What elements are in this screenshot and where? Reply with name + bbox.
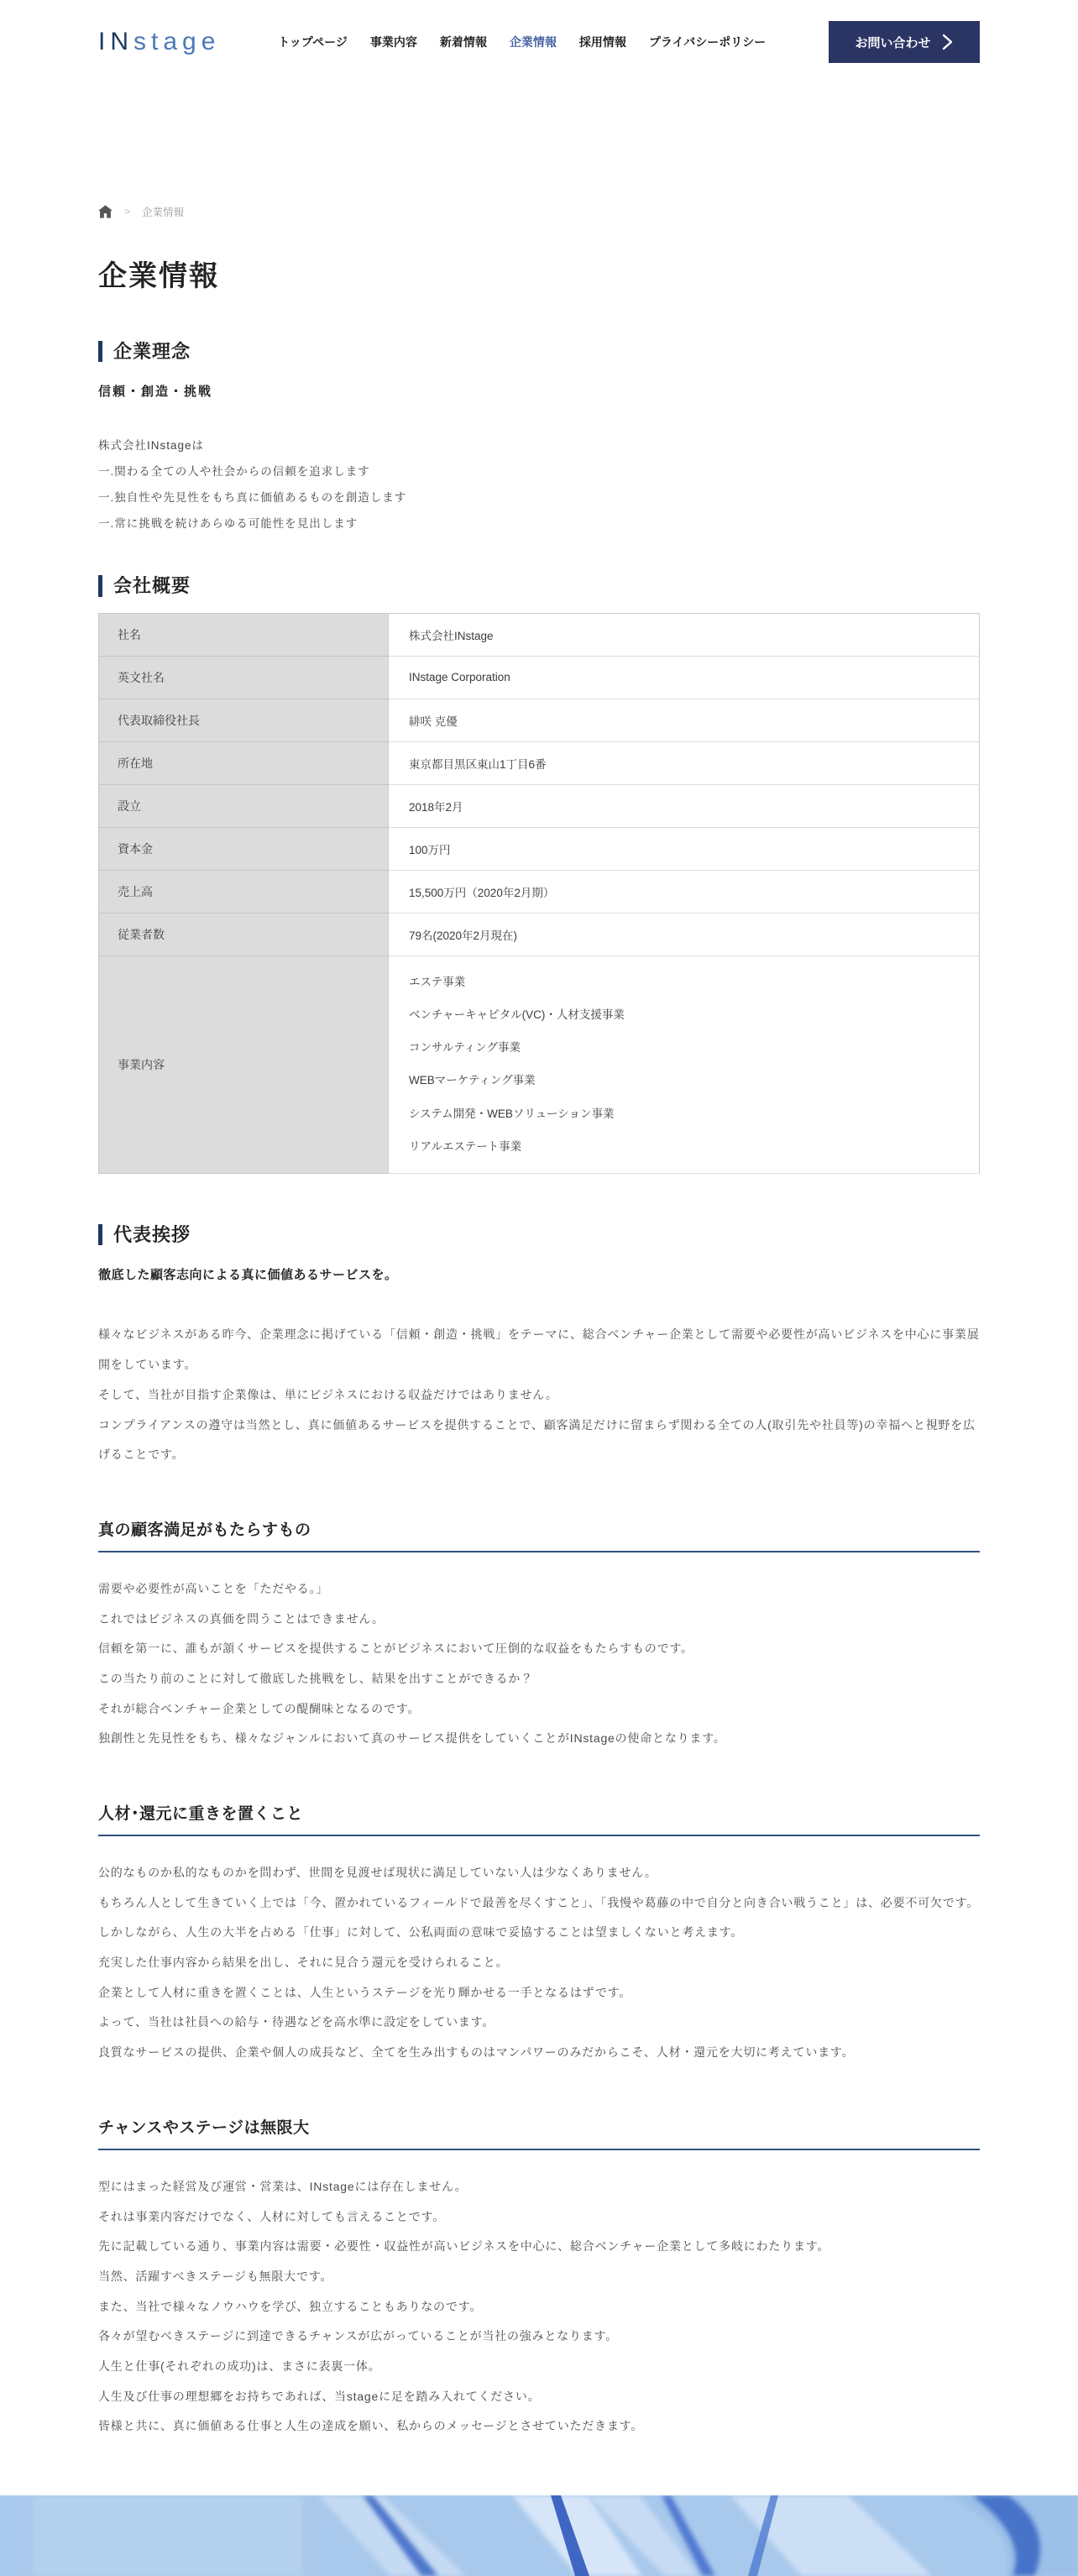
row-value: 79名(2020年2月現在) [389, 913, 980, 956]
table-row [99, 656, 980, 699]
greeting-line: また、当社で様々なノウハウを学び、独立することもありなのです。 [98, 2299, 483, 2313]
greeting-line: 良質なサービスの提供、企業や個人の成長など、全てを生み出すものはマンパワーのみだからこそ、人材・還元を大切に考えています。 [98, 2045, 855, 2060]
table-row [99, 613, 980, 656]
company-overview-table [98, 613, 980, 1175]
row-value-business [389, 956, 980, 1174]
philosophy-slogan: 信頼・創造・挑戦 [98, 385, 213, 400]
business-line: エステ事業 [409, 975, 466, 988]
subsection-customer-satisfaction [98, 1517, 980, 1754]
nav-item-business[interactable]: 事業内容 [369, 35, 417, 49]
contact-button-label: お問い合わせ [855, 35, 931, 50]
business-line: システム開発・WEBソリューション事業 [409, 1107, 615, 1120]
greeting-line: 企業として人材に重きを置くことは、人生というステージを光り輝かせる一手となるはずです。 [98, 1985, 632, 1999]
subsection-title: 人材･還元に重きを置くこと [98, 1801, 980, 1836]
table-row [99, 827, 980, 870]
business-line: WEBマーケティング事業 [409, 1074, 536, 1087]
subsection-title: 真の顧客満足がもたらすもの [98, 1517, 980, 1552]
table-row [99, 699, 980, 741]
philosophy-line: 一.関わる全ての人や社会からの信頼を追求します [98, 465, 370, 479]
nav-item-recruit[interactable]: 採用情報 [578, 35, 626, 49]
greeting-line: 先に記載している通り、事業内容は需要・必要性・収益性が高いビジネスを中心に、総合ベンチャー企業として多岐にわたります。 [98, 2239, 830, 2254]
overview-heading: 会社概要 [98, 575, 980, 596]
breadcrumb [98, 204, 980, 219]
main-content [0, 204, 1078, 2442]
greeting-line: よって、当社は社員への給与・待遇などを高水準に設定をしています。 [98, 2015, 495, 2029]
table-row [99, 870, 980, 913]
row-label: 設立 [99, 784, 389, 827]
philosophy-heading: 企業理念 [98, 341, 980, 362]
nav-item-top[interactable]: トップページ [278, 35, 348, 49]
section-company-overview [98, 575, 980, 1174]
row-label: 売上高 [99, 870, 389, 913]
philosophy-line: 一.独自性や先見性をもち真に価値あるものを創造します [98, 490, 407, 504]
site-logo[interactable] [98, 28, 220, 56]
main-nav [278, 34, 766, 50]
greeting-line: 信頼を第一に、誰もが頷くサービスを提供することがビジネスにおいて圧倒的な収益をもたらすものです。 [98, 1641, 693, 1656]
greeting-line: それは事業内容だけでなく、人材に対しても言えることです。 [98, 2209, 445, 2223]
row-label: 代表取締役社長 [99, 699, 389, 741]
breadcrumb-separator: > [124, 206, 131, 217]
greeting-line: それが総合ベンチャー企業としての醍醐味となるのです。 [98, 1701, 421, 1715]
greeting-line: この当たり前のことに対して徹底した挑戦をし、結果を出すことができるか？ [98, 1671, 533, 1685]
row-label: 資本金 [99, 827, 389, 870]
greeting-line: 様々なビジネスがある昨今、企業理念に掲げている「信頼・創造・挑戦」をテーマに、総合ベンチャー企業として需要や必要性が高いビジネスを中心に事業展開をしています。 [98, 1327, 980, 1372]
row-value: 東京都目黒区東山1丁目6番 [389, 741, 980, 784]
row-label: 社名 [99, 613, 389, 656]
row-label: 従業者数 [99, 913, 389, 956]
greeting-line: 人生と仕事(それぞれの成功)は、まさに表裏一体。 [98, 2359, 381, 2373]
greeting-line: 皆様と共に、真に価値ある仕事と人生の達成を願い、私からのメッセージとさせていただきます。 [98, 2419, 644, 2433]
table-row [99, 913, 980, 956]
greeting-line: 各々が望むべきステージに到達できるチャンスが広がっていることが当社の強みとなります。 [98, 2329, 619, 2343]
row-value: INstage Corporation [389, 656, 980, 699]
nav-item-news[interactable]: 新着情報 [439, 35, 487, 49]
contact-button[interactable] [829, 21, 980, 63]
table-row-business [99, 956, 980, 1174]
subsection-title: チャンスやステージは無限大 [98, 2115, 980, 2150]
chevron-right-icon [942, 34, 953, 50]
greeting-line: 当然、活躍すべきステージも無限大です。 [98, 2269, 333, 2283]
site-header [0, 0, 1078, 84]
row-label: 事業内容 [99, 956, 389, 1174]
nav-item-privacy[interactable]: プライバシーポリシー [648, 35, 767, 49]
row-value: 株式会社INstage [389, 613, 980, 656]
business-line: リアルエステート事業 [409, 1139, 522, 1153]
greeting-line: 需要や必要性が高いことを「ただやる。」 [98, 1581, 329, 1595]
business-line: ベンチャーキャピタル(VC)・人材支援事業 [409, 1008, 625, 1021]
greeting-line: もちろん人として生きていく上では「今、置かれているフィールドで最善を尽くすこと」、「我慢や葛藤の中で自分と向き合い戦うこと」は、必要不可欠です。 [98, 1895, 980, 1909]
breadcrumb-current: 企業情報 [142, 207, 185, 218]
greeting-line: 公的なものか私的なものかを問わず、世間を見渡せば現状に満足していない人は少なくありません。 [98, 1866, 657, 1880]
table-row [99, 784, 980, 827]
philosophy-line: 一.常に挑戦を続けあらゆる可能性を見出します [98, 516, 358, 530]
footer-abstract-image [0, 2495, 1078, 2576]
greeting-line: 独創性と先見性をもち、様々なジャンルにおいて真のサービス提供をしていくことがINstageの使命となります。 [98, 1731, 726, 1746]
business-line: コンサルティング事業 [409, 1041, 521, 1055]
greeting-heading: 代表挨拶 [98, 1224, 980, 1245]
logo-text-stage: stage [133, 28, 221, 55]
nav-item-company[interactable]: 企業情報 [509, 35, 557, 49]
row-value: 2018年2月 [389, 784, 980, 827]
greeting-lead: 徹底した顧客志向による真に価値あるサービスを。 [98, 1268, 398, 1283]
row-label: 所在地 [99, 741, 389, 784]
philosophy-line: 株式会社INstageは [98, 439, 205, 453]
greeting-line: 型にはまった経営及び運営・営業は、INstageには存在しません。 [98, 2179, 468, 2193]
section-greeting [98, 1224, 980, 2442]
home-icon[interactable] [98, 205, 113, 218]
table-row [99, 741, 980, 784]
row-value: 100万円 [389, 827, 980, 870]
page-title: 企業情報 [98, 260, 219, 292]
row-value: 緋咲 克優 [389, 699, 980, 741]
greeting-line: 人生及び仕事の理想郷をお持ちであれば、当stageに足を踏み入れてください。 [98, 2389, 541, 2403]
section-philosophy [98, 341, 980, 537]
row-value: 15,500万円（2020年2月期） [389, 870, 980, 913]
row-label: 英文社名 [99, 656, 389, 699]
greeting-line: そして、当社が目指す企業像は、単にビジネスにおける収益だけではありません。 [98, 1387, 558, 1401]
greeting-line: コンプライアンスの遵守は当然とし、真に価値あるサービスを提供することで、顧客満足だけに留まらず関わる全ての人(取引先や社員等)の幸福へと視野を広げることです。 [98, 1417, 976, 1462]
subsection-human-resources [98, 1801, 980, 2068]
greeting-intro [98, 1320, 980, 1469]
greeting-line: 充実した仕事内容から結果を出し、それに見合う還元を受けられること。 [98, 1956, 509, 1970]
greeting-line: しかしながら、人生の大半を占める「仕事」に対して、公私両面の意味で妥協することは望ましくないと考えます。 [98, 1925, 744, 1940]
greeting-line: これではビジネスの真価を問うことはできません。 [98, 1611, 385, 1626]
subsection-unlimited-stage [98, 2115, 980, 2442]
logo-text-in: IN [98, 28, 133, 55]
